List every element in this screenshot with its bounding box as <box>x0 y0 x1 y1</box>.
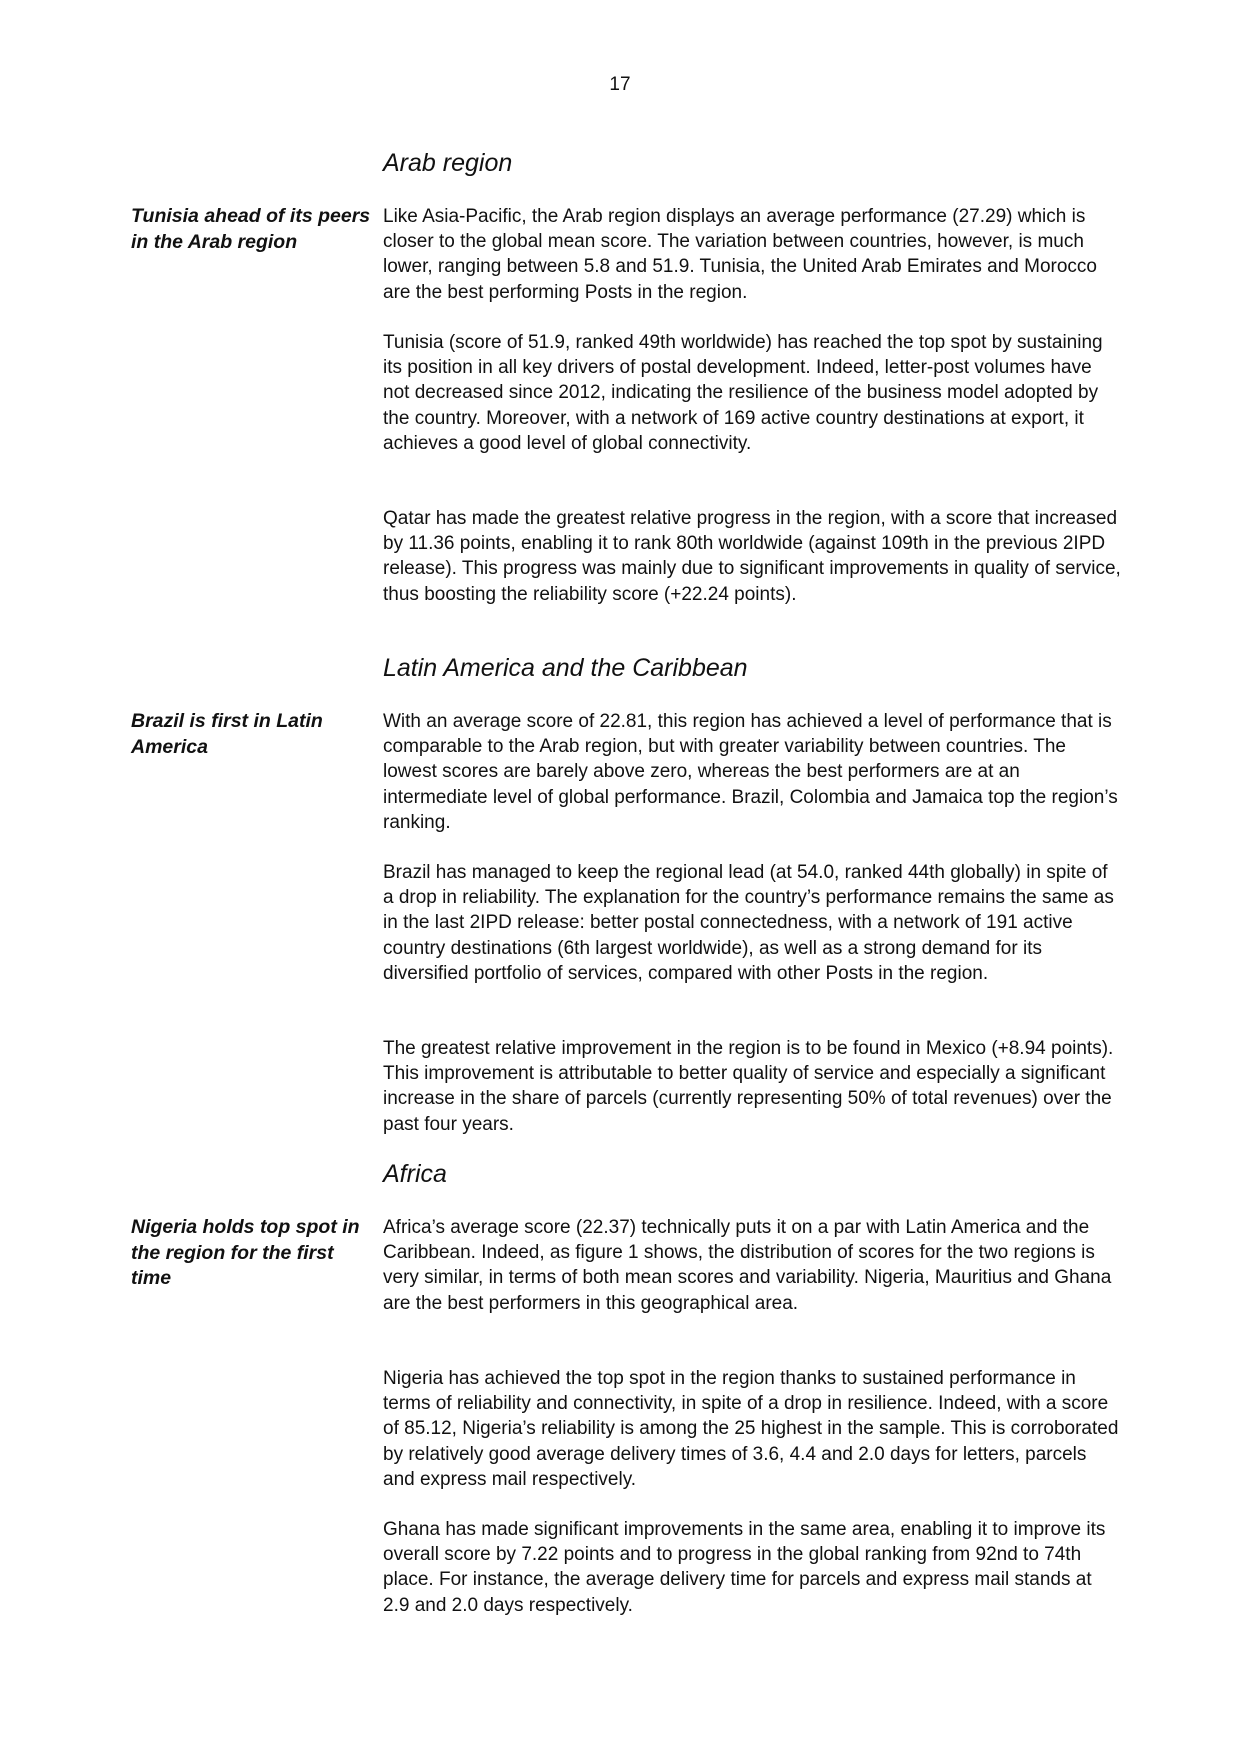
side-note-nigeria: Nigeria holds top spot in the region for the first time <box>131 1216 360 1289</box>
page-number: 17 <box>609 74 631 95</box>
paragraph: Ghana has made significant improvements in the same area, enabling it to improve its overall score by 7.22 points and to progress in the global ranking from 92nd to 74th place. For instance, the average delivery time for parcels and express mail stands at 2.9 and 2.0 days respectively. <box>383 1519 1106 1616</box>
paragraph: Nigeria has achieved the top spot in the region thanks to sustained performance in terms of reliability and connectivity, in spite of a drop in resilience. Indeed, with a score of 85.12, Nigeria’s reliability is among the 25 highest in the sample. This is corroborated by relatively good average delivery times of 3.6, 4.4 and 2.0 days for letters, parcels and express mail respectively. <box>383 1368 1119 1490</box>
paragraph: Like Asia-Pacific, the Arab region displays an average performance (27.29) which is closer to the global mean score. The variation between countries, however, is much lower, ranging between 5.8 and 51.9. Tunisia, the United Arab Emirates and Morocco are the best performing Posts in the region. <box>383 206 1097 303</box>
paragraph: Africa’s average score (22.37) technically puts it on a par with Latin America and the Caribbean. Indeed, as figure 1 shows, the distribution of scores for the two regions is very similar, in terms of both mean scores and variability. Nigeria, Mauritius and Ghana are the best performers in this geographical area. <box>383 1217 1112 1314</box>
paragraph: The greatest relative improvement in the region is to be found in Mexico (+8.94 points). This improvement is attributable to better quality of service and especially a significant increase in the share of parcels (currently representing 50% of total revenues) over the past four years. <box>383 1038 1114 1135</box>
paragraph: Qatar has made the greatest relative progress in the region, with a score that increased by 11.36 points, enabling it to rank 80th worldwide (against 109th in the previous 2IPD release). This progress was mainly due to significant improvements in quality of service, thus boosting the reliability score (+22.24 points). <box>383 508 1121 605</box>
section-heading-latin-america: Latin America and the Caribbean <box>383 654 748 682</box>
section-heading-africa: Africa <box>383 1160 447 1188</box>
section-heading-arab-region: Arab region <box>383 149 513 177</box>
paragraph: Brazil has managed to keep the regional lead (at 54.0, ranked 44th globally) in spite of a drop in reliability. The explanation for the country’s performance remains the same as in the last 2IPD release: better postal connectedness, with a network of 191 active country destinations (6th largest worldwide), as well as a strong demand for its diversified portfolio of services, compared with other Posts in the region. <box>383 862 1114 984</box>
side-note-tunisia: Tunisia ahead of its peers in the Arab region <box>131 205 371 253</box>
side-note-brazil: Brazil is first in Latin America <box>131 710 323 758</box>
paragraph: With an average score of 22.81, this region has achieved a level of performance that is comparable to the Arab region, but with greater variability between countries. The lowest scores are barely above zero, whereas the best performers are at an intermediate level of global performance. Brazil, Colombia and Jamaica top the region’s ranking. <box>383 711 1118 833</box>
paragraph: Tunisia (score of 51.9, ranked 49th worldwide) has reached the top spot by sustaining its position in all key drivers of postal development. Indeed, letter-post volumes have not decreased since 2012, indicating the resilience of the business model adopted by the country. Moreover, with a network of 169 active country destinations at export, it achieves a good level of global connectivity. <box>383 332 1103 454</box>
